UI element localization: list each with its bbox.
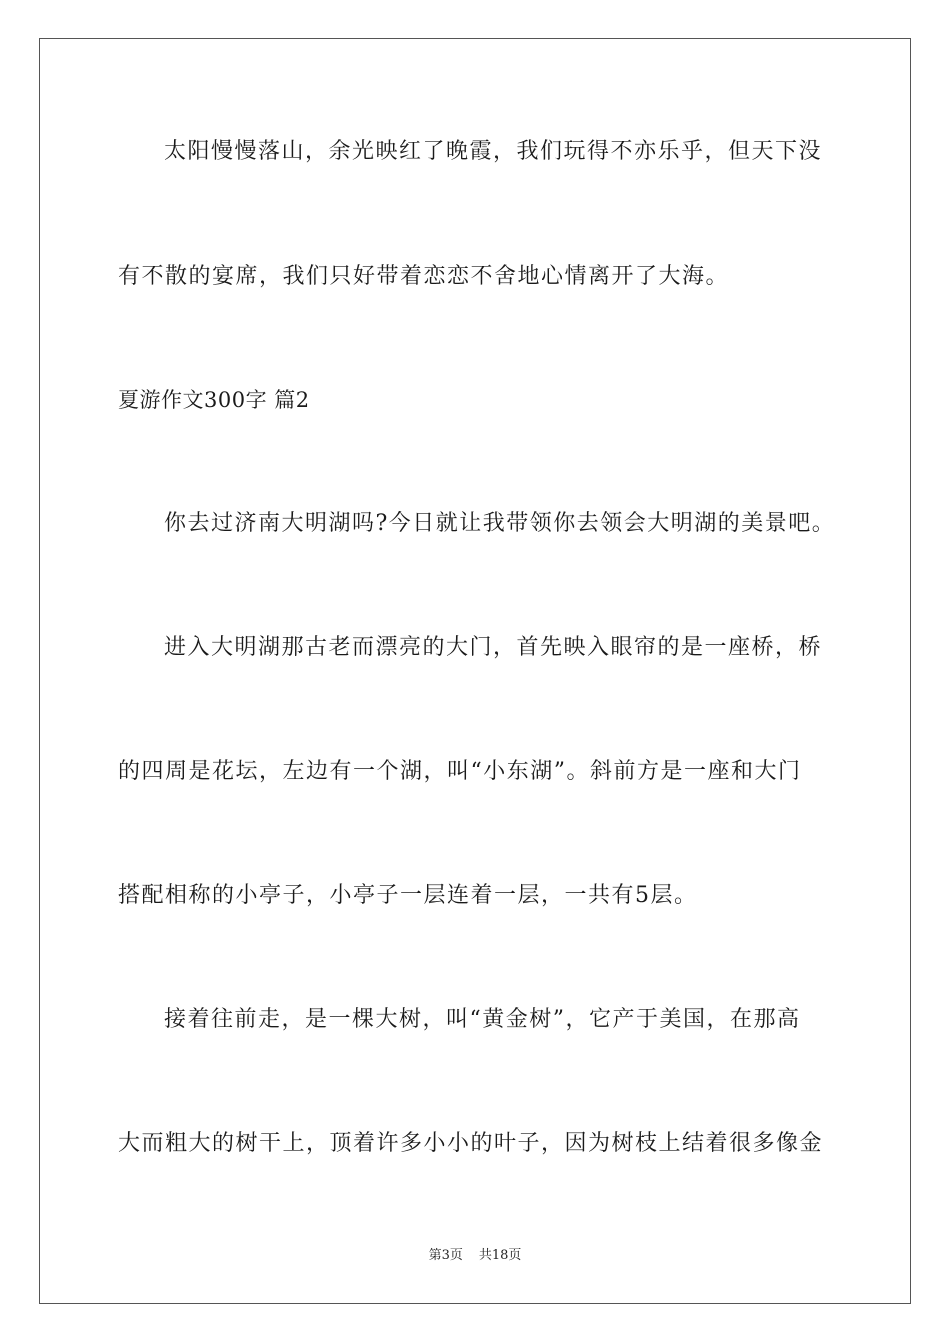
paragraph-line-2: 有不散的宴席，我们只好带着恋恋不舍地心情离开了大海。 — [118, 264, 730, 289]
paragraph-line-1: 太阳慢慢落山，余光映红了晚霞，我们玩得不亦乐乎，但天下没 — [164, 139, 823, 164]
paragraph-line-6: 搭配相称的小亭子，小亭子一层连着一层，一共有5层。 — [118, 883, 698, 908]
page-footer — [0, 1247, 950, 1265]
page-number: 第3页 — [428, 1248, 463, 1263]
paragraph-line-5: 的四周是花坛，左边有一个湖，叫“小东湖”。斜前方是一座和大门 — [118, 759, 802, 784]
section-heading: 夏游作文300字 篇2 — [118, 388, 310, 412]
page-border — [39, 38, 911, 1304]
paragraph-line-3: 你去过济南大明湖吗?今日就让我带领你去领会大明湖的美景吧。 — [164, 511, 836, 536]
page-total: 共18页 — [478, 1248, 522, 1263]
paragraph-line-4: 进入大明湖那古老而漂亮的大门，首先映入眼帘的是一座桥，桥 — [164, 635, 823, 660]
paragraph-line-7: 接着往前走，是一棵大树，叫“黄金树”，它产于美国，在那高 — [164, 1007, 801, 1032]
paragraph-line-8: 大而粗大的树干上，顶着许多小小的叶子，因为树枝上结着很多像金 — [118, 1131, 824, 1156]
